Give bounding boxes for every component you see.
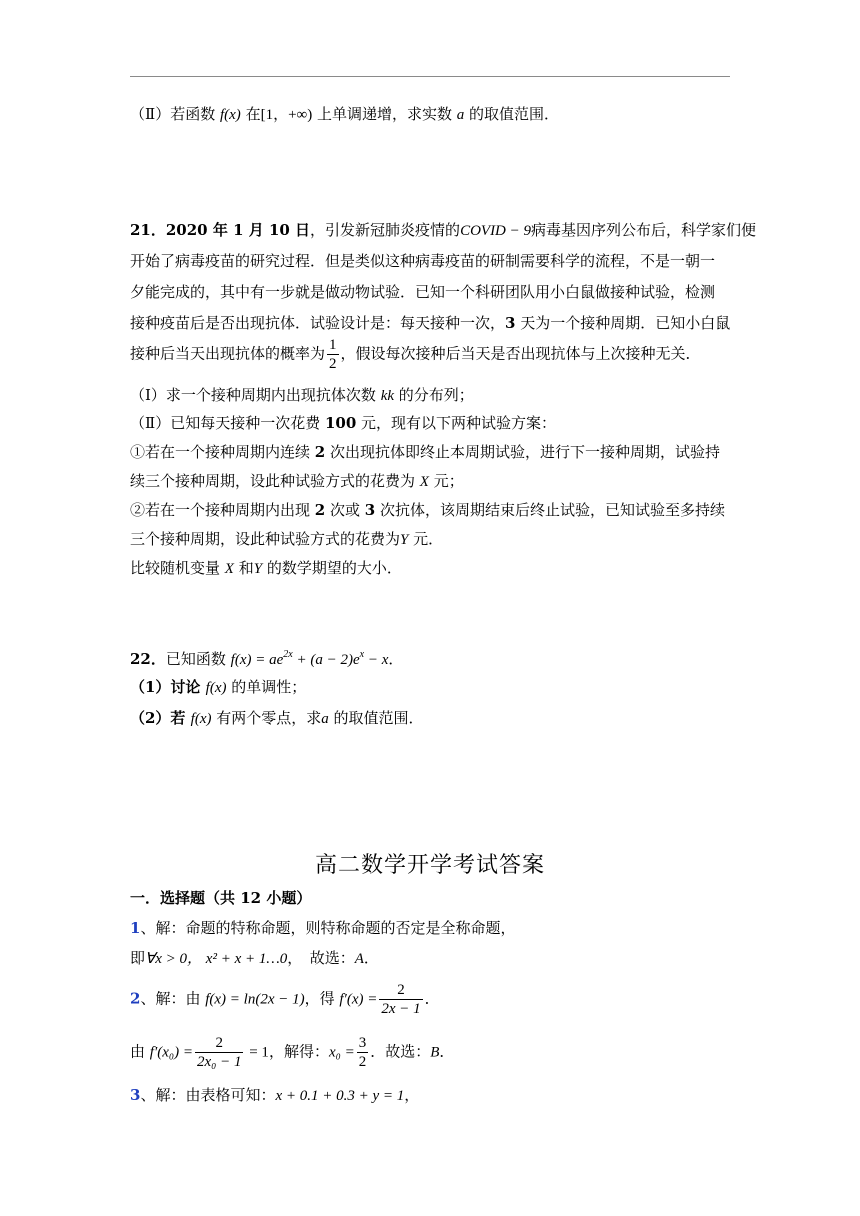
q20-var-a: a xyxy=(456,107,465,123)
q22-number: 22． xyxy=(130,650,166,668)
q21-text: ，引发新冠肺炎疫情的 xyxy=(310,221,461,239)
q21-line3: 夕能完成的，其中有一步就是做动物试验．已知一个科研团队用小白鼠做接种试验，检测 xyxy=(130,283,716,301)
q21-text: 和 xyxy=(233,559,254,577)
q21-line1 xyxy=(130,220,756,241)
q21-bold-num: 3 xyxy=(364,501,376,519)
fraction-one-half xyxy=(327,336,339,373)
q22-text: （1）讨论 xyxy=(130,678,206,696)
answer-text: 由 xyxy=(130,1042,150,1061)
q22-formula: f(x) = ae xyxy=(230,652,284,668)
q21-var-x: X xyxy=(224,561,234,577)
q22-exponent: x xyxy=(359,649,365,660)
q21-text: ②若在一个接种周期内出现 xyxy=(130,501,315,519)
q21-bold-num: 2 xyxy=(314,501,326,519)
q21-part1 xyxy=(130,385,474,406)
answer-text: ，得 xyxy=(304,989,340,1008)
answer-math: = 1 xyxy=(245,1044,269,1061)
fraction-denominator: 2 xyxy=(329,356,337,372)
answer-text: 即 xyxy=(130,949,146,967)
answer-number: 2 xyxy=(130,989,141,1008)
q22-formula: − x xyxy=(364,652,389,668)
fraction xyxy=(379,981,422,1018)
q20-function: f(x) xyxy=(219,107,241,123)
q21-text: 次抗体，该周期结束后终止试验，已知试验至多持续 xyxy=(375,501,725,519)
fraction-numerator: 2 xyxy=(379,981,422,1000)
q22-function: f(x) xyxy=(190,711,212,727)
fraction-numerator: 2 xyxy=(195,1034,244,1053)
answer-choice: A xyxy=(354,951,364,967)
q22-function: f(x) xyxy=(205,680,227,696)
answer-text: ． xyxy=(424,989,440,1008)
q21-text: 病毒基因序列公布后，科学家们便 xyxy=(531,221,757,239)
q21-text: 的数学期望的大小． xyxy=(262,559,402,577)
q21-bold-num: 2 xyxy=(314,443,326,461)
q20-part2 xyxy=(130,104,559,125)
q21-text: 元． xyxy=(408,530,444,548)
fraction-numerator: 1 xyxy=(329,337,337,353)
q20-text: 在 xyxy=(240,105,261,123)
q21-text: 三个接种周期，设此种试验方式的花费为 xyxy=(130,530,401,548)
q21-text: （Ⅱ）已知每天接种一次花费 xyxy=(130,414,325,432)
q21-text: 次或 xyxy=(325,501,365,519)
q21-line5 xyxy=(130,336,701,373)
q21-text: 元； xyxy=(428,472,464,490)
q21-text: 次出现抗体即终止本周期试验，进行下一接种周期，试验持 xyxy=(325,443,720,461)
answer-text: 、解：由表格可知： xyxy=(140,1086,276,1104)
q22-var-a: a xyxy=(321,711,329,727)
answer-math: f′(x₀) = xyxy=(149,1044,193,1061)
fraction-three-halves xyxy=(357,1034,369,1071)
answer-choice: B xyxy=(430,1044,440,1061)
q21-compare xyxy=(130,558,402,579)
q21-text: 天为一个接种周期．已知小白鼠 xyxy=(515,314,731,332)
q22-exponent: 2x xyxy=(283,649,293,660)
q22-formula: + (a − 2)e xyxy=(292,652,360,668)
q20-text: 的取值范围． xyxy=(464,105,560,123)
q21-option2-line2 xyxy=(130,529,443,550)
answer-1-line1 xyxy=(130,918,515,938)
q21-option1-line2 xyxy=(130,471,464,492)
answer-number: 1 xyxy=(130,919,141,937)
q21-text: 元，现有以下两种试验方案： xyxy=(356,414,557,432)
q21-text: 的分布列； xyxy=(394,386,474,404)
q21-text: 接种疫苗后是否出现抗体．试验设计是：每天接种一次， xyxy=(130,314,506,332)
answer-math: x₀ = xyxy=(328,1044,355,1061)
q22-text: 有两个零点，求 xyxy=(211,709,322,727)
answer-title: 高二数学开学考试答案 xyxy=(314,853,545,878)
answer-text: ，解得： xyxy=(268,1042,329,1061)
answer-1-line2 xyxy=(130,948,379,969)
q21-bold-num: 3 xyxy=(505,314,516,332)
q22-text: （2）若 xyxy=(130,709,191,727)
q22-part2 xyxy=(130,708,424,729)
q21-number: 21． xyxy=(130,221,166,239)
q21-option2-line1 xyxy=(130,500,725,520)
fraction xyxy=(195,1034,244,1071)
section-heading: 一．选择题（共 12 小题） xyxy=(130,889,312,907)
fraction-denominator: 2x₀ − 1 xyxy=(196,1054,242,1070)
q21-line4 xyxy=(130,313,730,333)
q21-text: 接种后当天出现抗体的概率为 xyxy=(130,344,326,363)
q21-var-x: X xyxy=(419,474,429,490)
answer-3-line1 xyxy=(130,1085,419,1106)
fraction-denominator: 2x − 1 xyxy=(381,1001,421,1017)
q21-option1-line1 xyxy=(130,442,720,462)
answer-2-line1 xyxy=(130,981,440,1018)
q21-var-y: Y xyxy=(400,532,409,548)
q21-text: ，假设每次接种后当天是否出现抗体与上次接种无关． xyxy=(340,344,701,363)
q22-part1 xyxy=(130,677,306,698)
answer-math: ∀x > 0， x² + x + 1…0 xyxy=(145,951,288,967)
q21-var-y: Y xyxy=(253,561,263,577)
answer-text: 、解：命题的特称命题，则特称命题的否定是全称命题， xyxy=(140,919,516,937)
answer-text: ． xyxy=(363,949,379,967)
q22-text: 的单调性； xyxy=(226,678,307,696)
q22-text: ． xyxy=(388,650,404,668)
answer-number: 3 xyxy=(130,1086,141,1104)
q22-line1 xyxy=(130,645,403,670)
q21-text: 比较随机变量 xyxy=(130,559,225,577)
answer-math: x + 0.1 + 0.3 + y = 1 xyxy=(275,1088,405,1104)
q22-text: 已知函数 xyxy=(165,650,231,668)
answer-text: ． xyxy=(439,1042,455,1061)
q21-var-kk: kk xyxy=(380,388,395,404)
q21-covid: COVID − 9 xyxy=(460,223,532,239)
q22-text: 的取值范围． xyxy=(328,709,424,727)
q21-date: 2020 年 1 月 10 日 xyxy=(165,221,311,239)
q21-text: （Ⅰ）求一个接种周期内出现抗体次数 xyxy=(130,386,381,404)
answer-text: ， xyxy=(404,1086,420,1104)
q20-part2-text: （Ⅱ）若函数 xyxy=(130,105,220,123)
fraction-denominator: 2 xyxy=(358,1054,367,1070)
header-rule xyxy=(130,76,730,77)
q21-line2: 开始了病毒疫苗的研究过程．但是类似这种病毒疫苗的研制需要科学的流程，不是一朝一 xyxy=(130,252,716,270)
q21-text: ①若在一个接种周期内连续 xyxy=(130,443,315,461)
answer-text: ．故选： xyxy=(370,1042,431,1061)
q20-interval: [1，+∞) xyxy=(260,107,313,123)
answer-text: ， 故选： xyxy=(287,949,355,967)
q21-part2 xyxy=(130,413,556,433)
fraction-numerator: 3 xyxy=(358,1035,367,1051)
answer-2-line2 xyxy=(130,1034,454,1071)
q21-text: 续三个接种周期，设此种试验方式的花费为 xyxy=(130,472,420,490)
q20-text: 上单调递增，求实数 xyxy=(312,105,457,123)
answer-math: f(x) = ln(2x − 1) xyxy=(205,991,305,1008)
q21-bold-num: 100 xyxy=(324,414,357,432)
answer-math: f′(x) = xyxy=(339,991,378,1008)
answer-text: 、解：由 xyxy=(140,989,206,1008)
